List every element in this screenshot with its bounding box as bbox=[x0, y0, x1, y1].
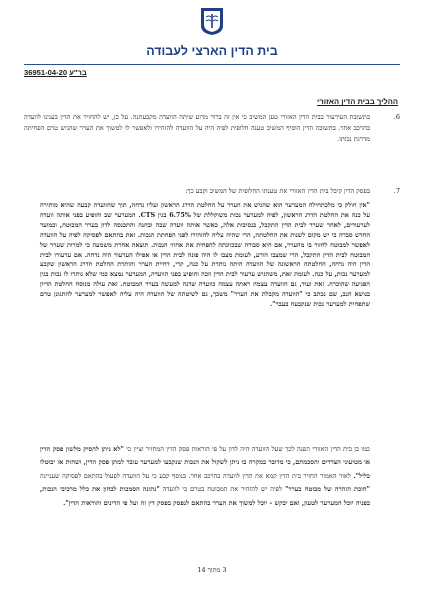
paragraph-number: 6. bbox=[393, 113, 400, 121]
paragraph-6-text: בתשובת העירעור בבית הדין האזורי טען המשיב כי אין זה ברור מדוע שיתה הוועדה מקבעתנה. על כן, יש להחזיר את הדין בענינו לוועדה בהרכב אחר. בתשובה הדין הוסיף המשיב טענה חלופית לפיה היה על הוועדה להזהירו ולאפשר לו למשוך את הערר שהגיש טרם הפחיתה מדרגת נכותו. bbox=[24, 113, 370, 143]
page-number: 3 מתוך 14 bbox=[197, 566, 227, 574]
court-quote: "אין חולק כי מלכתחילה המערער הוא שהגיש את הערר על החלטת הדרג הראשון ועליו נדחה, תוך שהוועדה קבעה שהיא מותירה על כנה את החלטת הדרג הראשון, לפיה למערער נכות משוקללת של 6.75% בגין CTS. המערער שב והופיע בפני אותה וועדה לערעורים, לאחר שערר לבית הדין התקבל, בנסיבות אלה, כאשר אותה וועדה שבה ובחנה והתכנסה לדון בערר המבוטח, ובמועד החדש סברה כי יש מקום לשנות את החלטתה, הרי שהיה עליה להזהירו לפני הפחתת הנכות. זאת בהתאם לפסיקה לפיה על הוועדה לאפשר למבוטח לחזור בו מהערר, אם היא סבורה שבכוונתה להפחית את אחוזי הנכות. תוצאה אחרת משמעה כי למרות שערר של המבוטח לבית הדין התקבל, הרי שמצבו הורע, לעומת מצבו לו היה פונה לבית הדין או אפילו הערעור היה נדחה. אם ערעורו לבית הדין היה נדחה, החלטתה הראשונה של הוועדה היתה נותרת על כנה, קרי, דחיית הערר והותרת החלטת הדרג הראשון שקבע למערער נכות, על כנה. לעומת זאת, משהגיש ערעור לבית הדין וזכה והופיע בפני הוועדה, המערער נמצא כמי שלא נותרו לו נכות בגין הפגיעה שהוכרה. זאת ועוד, גם הוועדה עצמה ראתה עצמה כוועדה שדנה למעשה בערר המבוטח. זאת עולה מנוסח החלטת הדיון בנושא הגב, שם נכתב כי "הוועדה מקבלת את הערר" משכך, גם לשיטתה של הוועדה היה עליה לאפשר למערער להתגונן טרם שתפחית למערער נכות שנקבעה בעבר". bbox=[40, 201, 370, 309]
closing-bold-quote-1: "לא ניתן להסיק מלשון פסק הדין או מטיעוני הצדדים והסכמתם, כי מדובר במקרה בו ניתן לשקול את הנכות שנקבעו למערער עובר למתן פסק הדין, ושחות או יבוטלו כליל". bbox=[40, 445, 370, 480]
case-prefix: בר"ע bbox=[69, 68, 87, 77]
paragraph-7-intro: בפסק הדין קיבל בית הדין האזורי את טענתו החלופית של המשיב וקבע כך: bbox=[185, 187, 370, 195]
state-emblem-icon bbox=[199, 6, 225, 36]
section-heading: ההליך בבית הדין האזורי bbox=[317, 97, 398, 106]
closing-paragraph bbox=[40, 443, 370, 510]
court-title: בית הדין הארצי לעבודה bbox=[146, 44, 278, 58]
closing-text-3: לפיה יש להזהיר את המבוטח בטרם כי לוועדה bbox=[162, 485, 283, 494]
paragraph-number: 7. bbox=[393, 187, 400, 195]
closing-bold-quote-3: "נתונה הסמכות לבחון את כלל מרכיבי הנכות, בפניה יוכל המערער לטעון, ואם יבקש - יוכל למשוך את הערר בהתאם לנפסק בפסק דין זה ועל פי הדינים והוראות הדין". bbox=[40, 485, 370, 507]
closing-text-2: לאור האמור החזיר בית הדין קמא את הדין לוועדה בהרכב אחר. בנוסף קבע כי על הוועדה לפעול בהתאם לפסיקה שעניינה bbox=[40, 471, 351, 480]
case-number-value: 36951-04-20 bbox=[24, 68, 68, 77]
closing-text-1: כמו כן בית הדין האזורי הפנה לכך שעל הוועדה היה לדון על פי הוראות פסק הדין המחזיר וציין כי bbox=[126, 445, 370, 453]
closing-bold-quote-2: "חובת הזהרה של מבוטח בערר" bbox=[284, 485, 371, 494]
header-divider bbox=[24, 64, 400, 65]
case-number bbox=[24, 68, 90, 77]
